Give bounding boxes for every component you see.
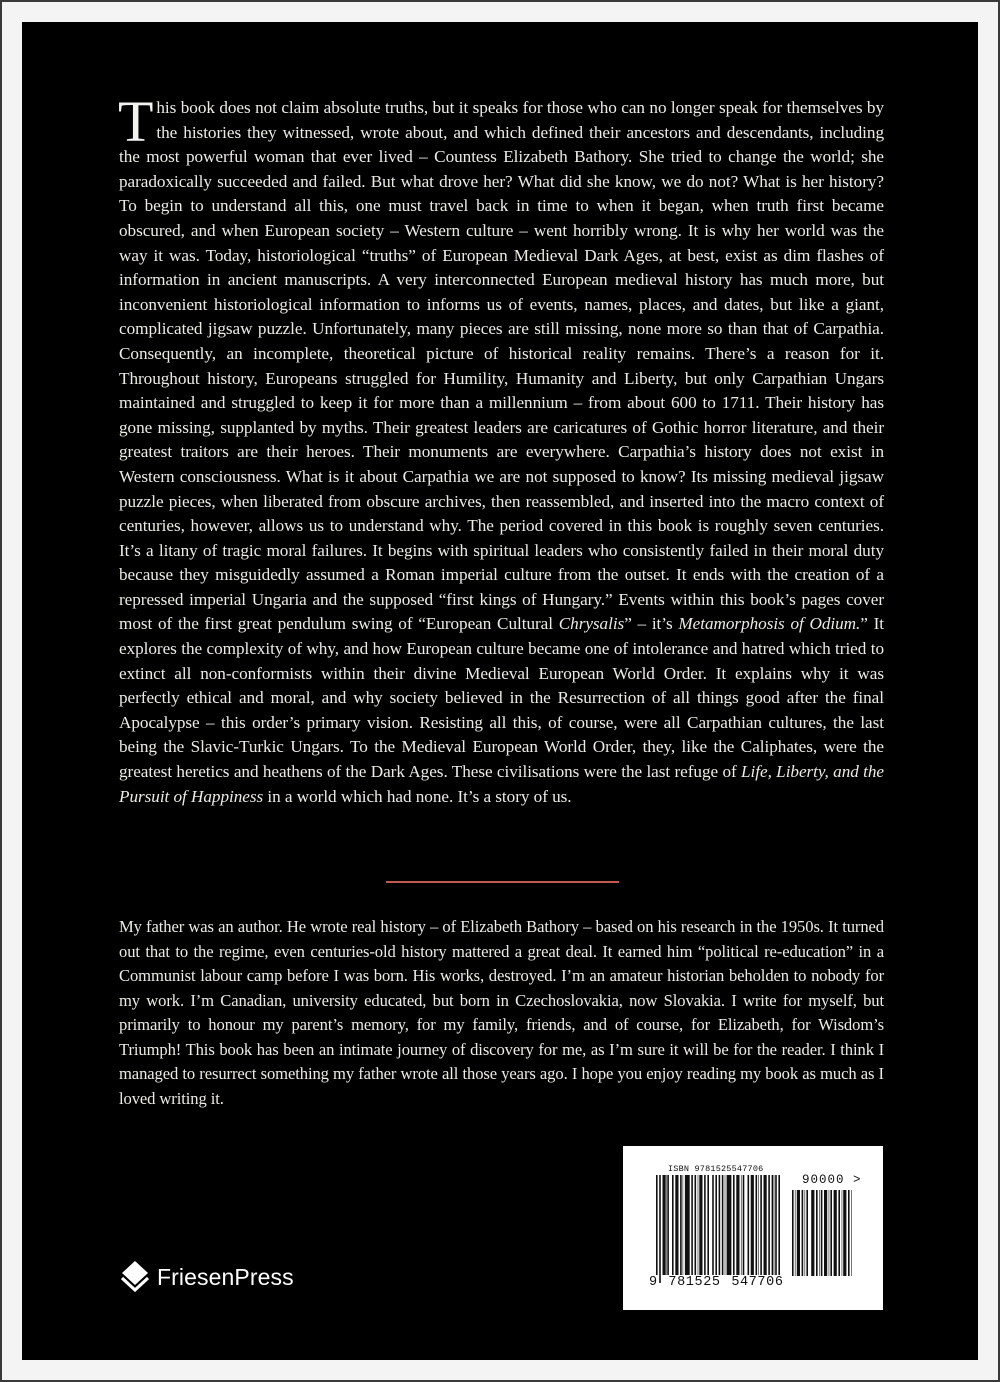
book-back-cover: [22, 22, 978, 1360]
blurb-text: ” – it’s: [624, 614, 679, 634]
ean13-bars: [656, 1175, 780, 1283]
isbn-label: ISBN 9781525547706: [668, 1164, 764, 1174]
author-bio: My father was an author. He wrote real history – of Elizabeth Bathory – based on his research in the 1950s. It turned out that to the regime, even centuries-old history mattered a great deal. It earned him “political re-education” in a Communist labour camp before I was born. His works, destroyed. I’m an amateur historian beholden to nobody for my work. I’m Canadian, university educated, but born in Czechoslovakia, now Slovakia. I write for myself, but primarily to honour my parent’s memory, for my family, friends, and of course, for Elizabeth, for Wisdom’s Triumph! This book has been an intimate journey of discovery for me, as I’m sure it will be for the reader. I think I managed to resurrect something my father wrote all those years ago. I hope you enjoy reading my book as much as I loved writing it.: [119, 917, 884, 1108]
blurb-italic-life-liberty: Life, Liberty, and the Pursuit of Happiness: [119, 762, 884, 806]
blurb-paragraph: [118, 89, 884, 809]
blurb-text: in a world which had none. It’s a story of us.: [263, 786, 572, 806]
isbn-lead-digit: 9: [649, 1275, 658, 1290]
isbn-right-group: 547706: [731, 1275, 784, 1290]
price-addon-code: 90000 >: [802, 1173, 862, 1187]
blurb-text: his book does not claim absolute truths, but it speaks for those who can no longer speak for themselves by the histories they witnessed, wrote about, and which defined their ancestors and descendants, including the most powerful woman that ever lived – Countess Elizabeth Bathory. She tried to change the world; she paradoxically succeeded and failed. But what drove her? What did she know, we do not? What is her history? To begin to understand all this, one must travel back in time to when it began, when truth first became obscured, and when European society – Western culture – went horribly wrong. It is why her world was the way it was. Today, historiological “truths” of European Medieval Dark Ages, at best, exist as dim flashes of information in ancient manuscripts. A very interconnected European medieval history has much more, but inconvenient historiological information to informs us of events, names, places, and dates, but like a giant, complicated jigsaw puzzle. Unfortunately, many pieces are still missing, none more so than that of Carpathia. Consequently, an incomplete, theoretical picture of historical reality remains. There’s a reason for it. Throughout history, Europeans struggled for Humility, Humanity and Liberty, but only Carpathian Ungars maintained and struggled to keep it for more than a millennium – from about 600 to 1711. Their history has gone missing, supplanted by myths. Their greatest leaders are caricatures of Gothic horror literature, and their greatest traitors are their heroes. Their monuments are everywhere. Carpathia’s history does not exist in Western consciousness. What is it about Carpathia we are not supposed to know? Its missing medieval jigsaw puzzle pieces, when liberated from obscure archives, then reassembled, and inserted into the macro context of centuries, however, allows us to understand why. The period covered in this book is roughly seven centuries. It’s a litany of tragic moral failures. It begins with spiritual leaders who consistently failed in their moral duty because they misguidedly assumed a Roman imperial culture from the outset. It ends with the creation of a repressed imperial Ungaria and the supposed “first kings of Hungary.” Events within this book’s pages cover most of the first great pendulum swing of “European Cultural: [119, 98, 884, 634]
blurb-italic-metamorphosis: Metamorphosis of Odium.: [678, 614, 861, 634]
layered-diamond-icon: [120, 1260, 150, 1294]
blurb-text: ” It explores the complexity of why, and how European culture became one of intolerance and hatred which tried to extinct all non-conformists within their divine Medieval European World Order. It explains why it was perfectly ethical and moral, and why society believed in the Resurrection of all things good after the final Apocalypse – this order’s primary vision. Resisting all this, of course, were all Carpathian cultures, the last being the Slavic-Turkic Ungars. To the Medieval European World Order, they, like the Caliphates, were the greatest heretics and heathens of the Dark Ages. These civilisations were the last refuge of: [119, 614, 884, 782]
isbn-human-readable: [648, 1275, 785, 1290]
publisher-name: FriesenPress: [157, 1263, 294, 1290]
isbn-left-group: 781525: [668, 1275, 721, 1290]
addon-bars: [792, 1190, 854, 1276]
section-divider: [386, 881, 619, 883]
publisher-logo: [120, 1260, 294, 1294]
isbn-barcode: [623, 1146, 883, 1310]
blurb-italic-chrysalis: Chrysalis: [558, 614, 625, 634]
drop-cap: T: [118, 89, 154, 154]
